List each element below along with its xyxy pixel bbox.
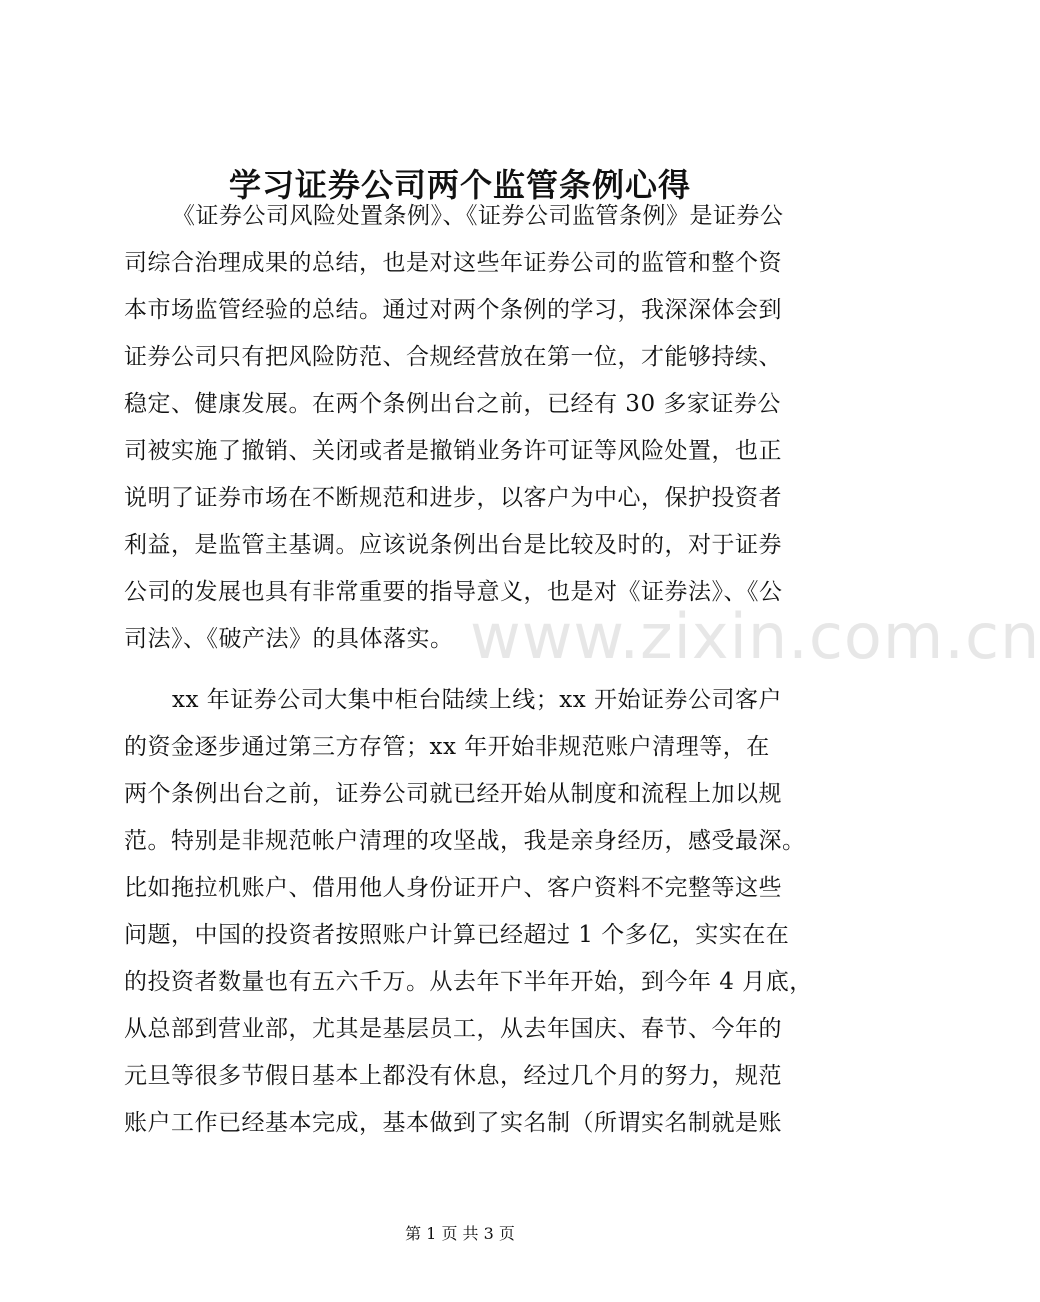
- paragraph-1-line-1: 《证券公司风险处置条例》、《证券公司监管条例》是证券公: [172, 203, 784, 229]
- paragraph-2-line-5: 比如拖拉机账户、借用他人身份证开户、客户资料不完整等这些: [124, 875, 782, 901]
- paragraph-1-line-5: 稳定、健康发展。在两个条例出台之前，已经有 30 多家证券公: [124, 391, 781, 417]
- paragraph-1-line-10: 司法》、《破产法》的具体落实。: [124, 626, 454, 652]
- watermark-text: www.zixin.com.cn: [470, 600, 1040, 673]
- paragraph-1-line-9: 公司的发展也具有非常重要的指导意义，也是对《证券法》、《公: [124, 579, 783, 605]
- paragraph-2-line-2: 的资金逐步通过第三方存管；xx 年开始非规范账户清理等，在: [124, 734, 770, 760]
- paragraph-2-line-6: 问题，中国的投资者按照账户计算已经超过 1 个多亿，实实在在: [124, 922, 790, 948]
- paragraph-2-line-7: 的投资者数量也有五六千万。从去年下半年开始，到今年 4 月底，: [124, 969, 813, 995]
- paragraph-1-line-2: 司综合治理成果的总结，也是对这些年证券公司的监管和整个资: [124, 250, 782, 276]
- paragraph-2-line-10: 账户工作已经基本完成，基本做到了实名制（所谓实名制就是账: [124, 1110, 782, 1136]
- paragraph-1-line-6: 司被实施了撤销、关闭或者是撤销业务许可证等风险处置，也正: [124, 438, 782, 464]
- paragraph-1-line-3: 本市场监管经验的总结。通过对两个条例的学习，我深深体会到: [124, 297, 782, 323]
- paragraph-2-line-4: 范。特别是非规范帐户清理的攻坚战，我是亲身经历，感受最深。: [124, 828, 806, 854]
- document-title: 学习证券公司两个监管条例心得: [228, 166, 691, 204]
- paragraph-1-line-4: 证券公司只有把风险防范、合规经营放在第一位，才能够持续、: [124, 344, 782, 370]
- paragraph-2-line-9: 元旦等很多节假日基本上都没有休息，经过几个月的努力，规范: [124, 1063, 782, 1089]
- page-footer: 第 1 页 共 3 页: [405, 1224, 515, 1243]
- paragraph-1-line-8: 利益，是监管主基调。应该说条例出台是比较及时的，对于证券: [124, 532, 782, 558]
- paragraph-1-line-7: 说明了证券市场在不断规范和进步，以客户为中心，保护投资者: [124, 485, 782, 511]
- paragraph-2-line-8: 从总部到营业部，尤其是基层员工，从去年国庆、春节、今年的: [124, 1016, 782, 1042]
- paragraph-2-line-3: 两个条例出台之前，证券公司就已经开始从制度和流程上加以规: [124, 781, 782, 807]
- paragraph-2-line-1: xx 年证券公司大集中柜台陆续上线；xx 开始证券公司客户: [172, 687, 783, 713]
